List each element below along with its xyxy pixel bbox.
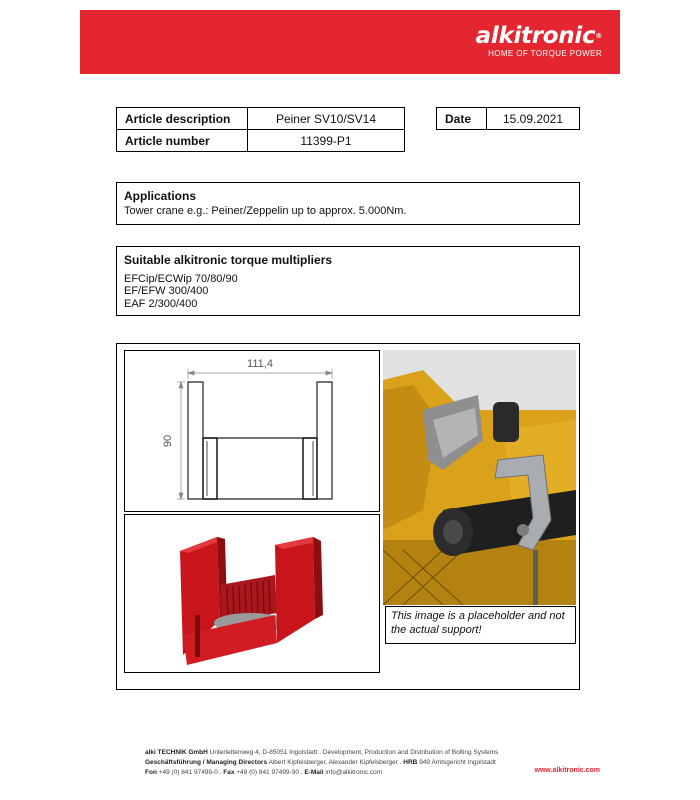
technical-drawing [124, 350, 380, 512]
crane-photo [383, 350, 576, 605]
technical-drawing-svg [125, 351, 379, 511]
height-dimension-label: 90 [162, 434, 174, 448]
footer-hrb-label: HRB [403, 759, 418, 766]
article-number-row [117, 130, 405, 152]
multiplier-item: EF/EFW 300/400 [124, 285, 209, 297]
date-label: Date [437, 108, 487, 130]
footer-fon-value: +49 (0) 841 97499-0 . [156, 769, 224, 776]
width-dimension-label: 111,4 [247, 358, 273, 370]
applications-title: Applications [124, 189, 197, 203]
brand-logo [476, 24, 602, 58]
photo-caption: This image is a placeholder and not the actual support! [385, 606, 576, 644]
footer-line-1 [145, 748, 605, 758]
footer-company: alki TECHNIK GmbH [145, 749, 208, 756]
multiplier-item: EFCip/ECWip 70/80/90 [124, 272, 238, 285]
article-number-label: Article number [117, 130, 248, 152]
drawing-outline [188, 382, 332, 499]
footer-email-value: info@alkitronic.com [323, 769, 383, 776]
drawing-inner-lug-right [303, 438, 317, 499]
images-box [116, 343, 580, 690]
applications-box [116, 182, 580, 225]
article-table [116, 107, 405, 152]
applications-text: Tower crane e.g.: Peiner/Zeppelin up to approx. 5.000Nm. [124, 204, 407, 217]
multiplier-item: EAF 2/300/400 [124, 297, 198, 310]
support-3d-render-svg [125, 515, 379, 672]
date-row [437, 108, 580, 130]
multipliers-title: Suitable alkitronic torque multipliers [124, 253, 333, 267]
article-description-value: Peiner SV10/SV14 [248, 108, 405, 130]
footer-fax-label: Fax [223, 769, 235, 776]
footer-fon-label: Fon [145, 769, 157, 776]
article-number-value: 11399-P1 [248, 130, 405, 152]
footer-email-label: E-Mail [304, 769, 324, 776]
footer-hrb-value: 949 Amtsgericht Ingolstadt [417, 759, 496, 766]
date-value: 15.09.2021 [487, 108, 580, 130]
support-3d-render [124, 514, 380, 673]
article-description-label: Article description [117, 108, 248, 130]
brand-name: alkitronic [475, 23, 596, 49]
date-table [436, 107, 580, 130]
registered-mark: ® [595, 32, 602, 40]
footer-mgmt-label: Geschäftsführung / Managing Directors [145, 759, 268, 766]
footer-fax-value: +49 (0) 841 97499-90 . [234, 769, 305, 776]
article-description-row [117, 108, 405, 130]
multipliers-box [116, 246, 580, 316]
header-band [80, 10, 620, 74]
crane-photo-svg [383, 350, 576, 605]
drawing-inner-lug-left [203, 438, 217, 499]
footer-website-link[interactable]: www.alkitronic.com [534, 767, 600, 774]
footer-mgmt-names: Albert Kipfelsberger, Alexander Kipfelsberger . [267, 759, 404, 766]
brand-tagline: HOME OF TORQUE POWER [488, 49, 602, 58]
footer-address: Unterlettenweg 4, D-85051 Ingolstadt . Development, Production and Distribution of Bolting Systems [207, 749, 499, 756]
